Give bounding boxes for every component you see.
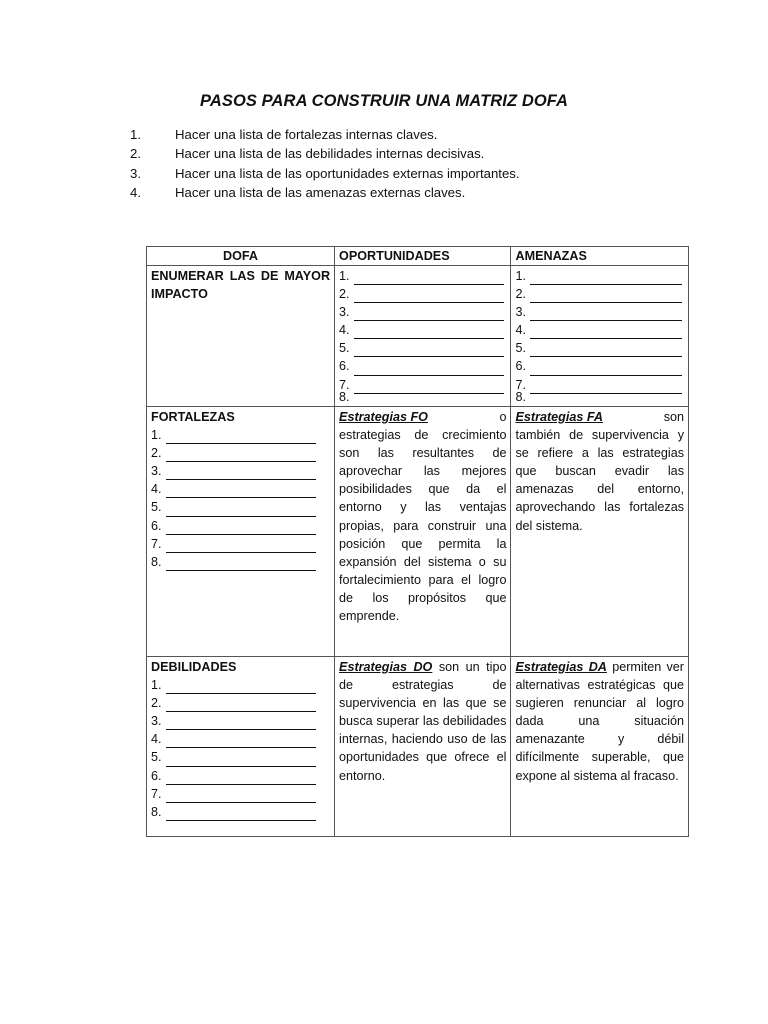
blank-line [166,521,316,535]
list-item: 7. [151,785,330,803]
blank-line [166,789,316,803]
list-item: 2. [151,444,330,462]
list-item: 8. [339,389,350,404]
list-item: 3. [339,303,506,321]
blank-line [166,680,316,694]
estrategias-da-text: permiten ver alternativas estratégicas que sugieren renunciar al logro dada una situación amenazante y débil difícilmente superable, que expone al sistema al fracaso. [515,660,685,783]
estrategias-fo-cell: Estrategias FO o estrategias de crecimiento son las resultantes de aprovechar las mejores posibilidades que da el entorno y las ventajas propias, para construir una posición que permita la expansión del sistema o su fortalecimiento para el logro de los propósitos que emprende. [335,407,511,657]
list-item: 8. [151,553,330,571]
list-item: 2. [151,694,330,712]
blank-line [530,380,682,394]
header-amenazas: AMENAZAS [511,247,689,266]
blank-line [166,807,316,821]
blank-line [166,716,316,730]
header-oportunidades: OPORTUNIDADES [335,247,511,266]
blank-line [166,484,316,498]
blank-line [166,771,316,785]
blank-line [354,271,504,285]
list-item: 8. [151,803,330,821]
estrategias-fa-cell: Estrategias FA son también de supervivencia y se refiere a las estrategias que buscan evadir las amenazas del entorno, aprovechando las fortalezas del sistema. [511,407,689,657]
blank-line [166,557,316,571]
list-item: 1. [151,426,330,444]
estrategias-fo-text: estrategias de crecimiento son las resultantes de aprovechar las mejores posibilidades que da el entorno y las ventajas propias, para construir una posición que permita la expansión del sistema o su fortalecimiento para el logro de los propósitos que emprende. [339,428,507,624]
dofa-matrix-table [146,246,689,837]
blank-line [354,289,504,303]
list-item: 8. [515,389,526,404]
list-item: 2. [515,285,684,303]
steps-list [130,125,520,202]
list-item: 1. [515,267,684,285]
table-row [147,657,689,837]
debilidades-cell [147,657,335,837]
blank-line [166,448,316,462]
blank-line [530,289,682,303]
estrategias-da-title: Estrategias DA [515,660,607,674]
list-item: 4. [515,321,684,339]
list-item: 5. [151,498,330,516]
list-item: 7. [515,376,684,394]
blank-line [354,380,504,394]
header-dofa: DOFA [147,247,335,266]
blank-line [354,362,504,376]
estrategias-do-cell [335,657,511,837]
list-item: 1. [339,267,506,285]
list-item: 1. Hacer una lista de fortalezas internas claves. [130,127,438,142]
blank-line [166,753,316,767]
list-item: 4. [151,480,330,498]
blank-line [530,325,682,339]
blank-line [166,734,316,748]
blank-line [354,325,504,339]
table-row [147,407,689,657]
fortalezas-cell [147,407,335,657]
blank-line [166,503,316,517]
list-item: 6. [151,767,330,785]
debilidades-label: DEBILIDADES [151,660,237,674]
blank-line [166,466,316,480]
list-item: 5. [339,339,506,357]
list-item: 7. [339,376,506,394]
list-item: 2. [339,285,506,303]
list-item: 3. [151,712,330,730]
list-item: 1. [151,676,330,694]
list-item: 4. Hacer una lista de las amenazas externas claves. [130,184,466,200]
estrategias-fa-title: Estrategias FA [515,410,603,424]
list-item: 6. [515,357,684,375]
estrategias-da-cell [511,657,689,837]
fortalezas-label: FORTALEZAS [151,410,235,424]
blank-line [530,271,682,285]
list-item: 3. Hacer una lista de las oportunidades externas importantes. [130,165,520,181]
header-row [147,247,689,266]
blank-line [530,362,682,376]
blank-line [530,343,682,357]
blank-line [530,307,682,321]
list-item: 6. [339,357,506,375]
blank-line [354,343,504,357]
list-item: 3. [515,303,684,321]
estrategias-fa-text: también de supervivencia y se refiere a las estrategias que buscan evadir las amenazas del entorno, aprovechando las fortalezas del sistema. [515,428,684,533]
list-item: 4. [339,321,506,339]
blank-line [166,430,316,444]
estrategias-do-title: Estrategias DO [339,660,433,674]
amenazas-list [511,266,689,407]
list-item: 2. Hacer una lista de las debilidades internas decisivas. [130,146,485,162]
table-row [147,266,689,407]
row-label-impacto: ENUMERAR LAS DE MAYOR IMPACTO [147,266,335,407]
page-title: PASOS PARA CONSTRUIR UNA MATRIZ DOFA [199,92,569,110]
oportunidades-list [335,266,511,407]
list-item: 5. [151,748,330,766]
list-item: 6. [151,517,330,535]
list-item: 4. [151,730,330,748]
list-item: 5. [515,339,684,357]
blank-line [166,539,316,553]
estrategias-do-text: son un tipo de estrategias de supervivencia en las que se busca superar las debilidades internas, haciendo uso de las oportunidades que ofrece el entorno. [339,660,507,783]
blank-line [166,698,316,712]
blank-line [354,307,504,321]
list-item: 7. [151,535,330,553]
list-item: 3. [151,462,330,480]
estrategias-fo-title: Estrategias FO [339,410,428,424]
